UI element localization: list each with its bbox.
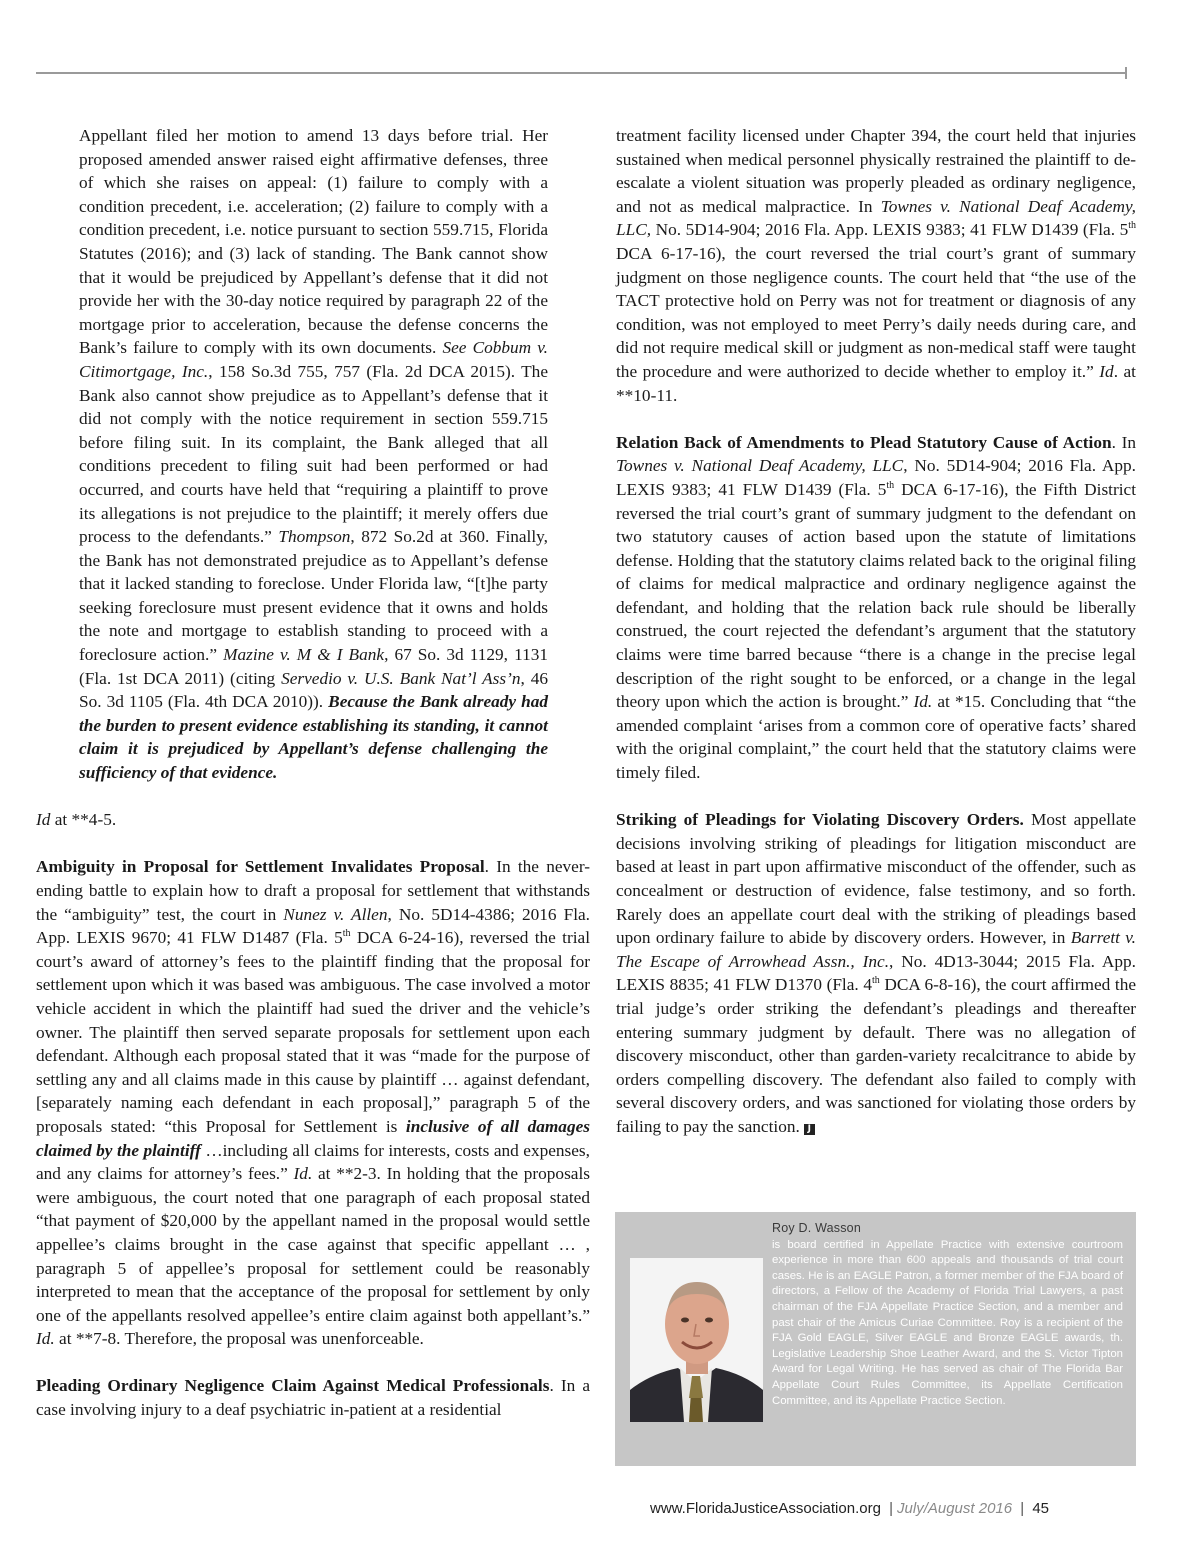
pleading-continuation: treatment facility licensed under Chapter 394, the court held that injuries sustained when medical personnel physically restrained the plaintiff to de-escalate a violent situation was properly pleaded as ordinary negligence, and not as medical malpractice. In Townes v. National Deaf Academy, LLC, No. 5D14-904; 2016 Fla. App. LEXIS 9383; 41 FLW D1439 (Fla. 5th DCA 6-17-16), the court reversed the trial court’s grant of summary judgment on those negligence counts. The court held that “the use of the TACT protective hold on Perry was not for treatment or diagnosis of any condition, was not employed to meet Perry’s daily needs during care, and did not require medical skill or judgment as non-medical staff were taught the procedure and were authorized to decide whether to employ it.” Id. at **10-11. bbox=[616, 126, 1136, 405]
header-rule-end bbox=[1125, 67, 1127, 79]
page-footer bbox=[650, 1500, 1130, 1517]
quote-citation: Id at **4-5. bbox=[36, 810, 117, 830]
section-relation-back: Relation Back of Amendments to Plead Statutory Cause of Action. In Townes v. National Deaf Academy, LLC, No. 5D14-904; 2016 Fla. App. LEXIS 9383; 41 FLW D1439 (Fla. 5th DCA 6-17-16), the Fifth District reversed the trial court’s grant of summary judgment to the defendant on two statutory causes of action based upon the statute of limitations defense. Holding that the statutory claims related back to the original filing of claims for medical malpractice and ordinary negligence against the defendant, and holding that the relation back rule should be liberally construed, the court rejected the defendant’s argument that the statutory claims were time barred because “there is a change in the precise legal description of the right sought to be enforced, or a change in the legal theory upon which the action is brought.” Id. at *15. Concluding that “the amended complaint ‘arises from a common core of operative facts’ shared with the original complaint,” the court held that the statutory claims were timely filed. bbox=[616, 432, 1137, 783]
author-photo bbox=[630, 1258, 763, 1422]
section-heading: Ambiguity in Proposal for Settlement Invalidates Proposal bbox=[36, 857, 485, 877]
footer-issue: July/August 2016 bbox=[897, 1500, 1013, 1517]
section-ambiguity: Ambiguity in Proposal for Settlement Invalidates Proposal. In the never-ending battle to explain how to draft a proposal for settlement that withstands the “ambiguity” test, the court in Nunez v. Allen, No. 5D14-4386; 2016 Fla. App. LEXIS 9670; 41 FLW D1487 (Fla. 5th DCA 6-24-16), reversed the trial court’s award of attorney’s fees to the plaintiff finding that the proposal for settlement upon which it was based was ambiguous. The case involved a motor vehicle accident in which the plaintiff had sued the driver and the vehicle’s owner. The plaintiff then served separate proposals for settlement upon each defendant. Although each proposal stated that it was “made for the purpose of settling any and all claims made in this cause by plaintiff … against defendant, [separately naming each defendant in each proposal],” paragraph 5 of the proposals stated: “this Proposal for Settlement is inclusive of all damages claimed by the plaintiff …including all claims for interests, costs and expenses, and any claims for attorney’s fees.” Id. at **2-3. In holding that the proposals were ambiguous, the court noted that one paragraph of each proposal stated “that payment of $20,000 by the appellant named in the proposal would settle appellee’s claims brought in the case against that specific appellant … , paragraph 5 of appellee’s proposal for settlement could be reasonably interpreted to mean that the acceptance of the proposal for settlement by only one of the appellants resolved appellee’s entire claim against both appellant’s.” Id. at **7-8. Therefore, the proposal was unenforceable. bbox=[36, 857, 590, 1349]
block-quote: Appellant filed her motion to amend 13 days before trial. Her proposed amended answer raised eight affirmative defenses, three of which she raises on appeal: (1) failure to comply with a condition precedent, i.e. acceleration; (2) failure to comply with a condition precedent, i.e. notice pursuant to section 559.715, Florida Statutes (2016); and (3) lack of standing. The Bank cannot show that it would be prejudiced by Appellant’s defense that it did not provide her with the 30-day notice required by paragraph 22 of the mortgage prior to acceleration, because the defense concerns the Bank’s failure to comply with its own documents. See Cobbum v. Citimortgage, Inc., 158 So.3d 755, 757 (Fla. 2d DCA 2015). The Bank also cannot show prejudice as to Appellant’s defense that it did not comply with the notice requirement in section 559.715 before filing suit. In its complaint, the Bank alleged that all conditions precedent to filing suit had been performed or had occurred, and courts have held that “requiring a plaintiff to prove its allegations is not prejudice to the plaintiff; it merely offers due process to the defendants.” Thompson, 872 So.2d at 360. Finally, the Bank has not demonstrated prejudice as to Appellant’s defense that it lacked standing to foreclose. Under Florida law, “[t]he party seeking foreclosure must present evidence that it owns and holds the note and mortgage to establish standing to proceed with a foreclosure action.” Mazine v. M & I Bank, 67 So. 3d 1129, 1131 (Fla. 1st DCA 2011) (citing Servedio v. U.S. Bank Nat’l Ass’n, 46 So. 3d 1105 (Fla. 4th DCA 2010)). Because the Bank already had the burden to present evidence establishing its standing, it cannot claim it is prejudiced by Appellant’s defense challenging the sufficiency of that evidence. bbox=[79, 126, 549, 783]
section-heading: Striking of Pleadings for Violating Discovery Orders. bbox=[616, 810, 1024, 830]
end-of-article-icon: J bbox=[804, 1124, 815, 1135]
section-heading: Pleading Ordinary Negligence Claim Against Medical Professionals bbox=[36, 1376, 550, 1396]
footer-separator: | bbox=[889, 1500, 894, 1517]
author-description: is board certified in Appellate Practice with extensive courtroom experience in more than 600 appeals and thousands of trial court cases. He is an EAGLE Patron, a former member of the FJA board of directors, a Fellow of the Academy of Florida Trial Lawyers, a past chairman of the FJA Appellate Practice Section, and a member and past chair of the Amicus Curiae Committee. Roy is a recipient of the FJA Gold EAGLE, Silver EAGLE and Bronze EAGLE awards, th. Legislative Leadership Shoe Leather Award, and the S. Victor Tipton Award for Legal Writing. He has served as chair of The Florida Bar Appellate Court Rules Committee, its Appellate Certification Committee, and its Appellate Practice Section. bbox=[772, 1238, 1123, 1407]
footer-website: www.FloridaJusticeAssociation.org bbox=[650, 1500, 881, 1517]
section-pleading: Pleading Ordinary Negligence Claim Against Medical Professionals. In a case involving injury to a deaf psychiatric in-patient at a residential bbox=[36, 1376, 590, 1420]
header-rule bbox=[36, 72, 1126, 74]
left-column bbox=[36, 124, 590, 1422]
section-heading: Relation Back of Amendments to Plead Statutory Cause of Action bbox=[616, 432, 1112, 452]
section-striking: Striking of Pleadings for Violating Discovery Orders. Most appellate decisions involving striking of pleadings for litigation misconduct are based at least in part upon affirmative misconduct of the offender, such as concealment or destruction of evidence, false testimony, and so forth. Rarely does an appellate court deal with the striking of pleadings based upon ordinary failure to abide by discovery orders. However, in Barrett v. The Escape of Arrowhead Assn., Inc., No. 4D13-3044; 2015 Fla. App. LEXIS 8835; 41 FLW D1370 (Fla. 4th DCA 6-8-16), the court affirmed the trial judge’s order striking the defendant’s pleadings and thereafter entering summary judgment by default. There was no allegation of discovery misconduct, other than garden-variety recalcitrance to abide by orders compelling discovery. The defendant also failed to comply with several discovery orders, and was sanctioned for violating those orders by failing to pay the sanction. J bbox=[616, 810, 1137, 1136]
author-bio-box bbox=[615, 1212, 1136, 1466]
footer-separator-2: | bbox=[1020, 1500, 1025, 1517]
author-bio-text bbox=[772, 1221, 1123, 1409]
page-number: 45 bbox=[1032, 1500, 1050, 1517]
author-name: Roy D. Wasson bbox=[772, 1221, 861, 1235]
right-column bbox=[616, 124, 1136, 1139]
